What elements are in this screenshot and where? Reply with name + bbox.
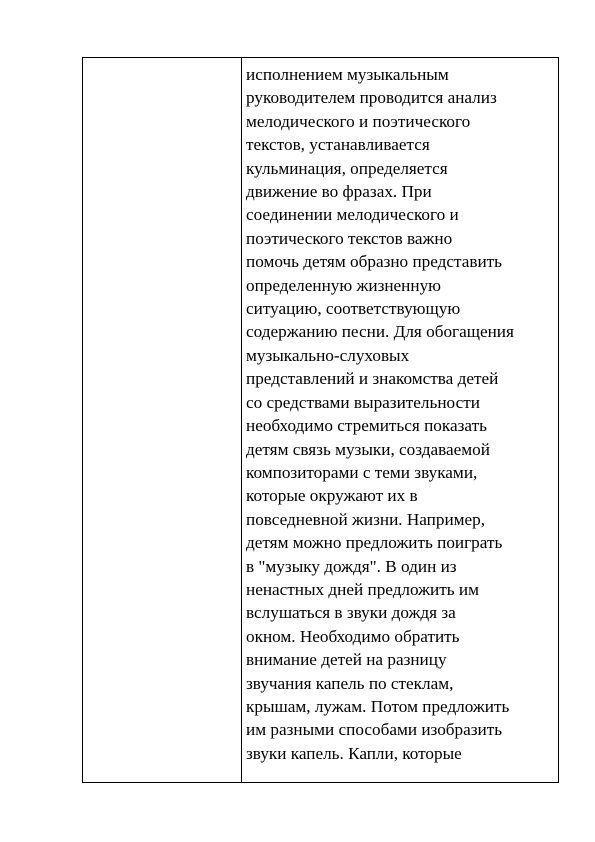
text-line: внимание детей на разницу [246, 650, 447, 670]
text-line: композиторами с теми звуками, [246, 462, 478, 482]
text-line: звучания капель по стеклам, [246, 673, 454, 693]
table-row [83, 58, 559, 783]
text-line: соединении мелодического и [246, 205, 459, 225]
text-line: мелодического и поэтического [246, 111, 471, 131]
text-line: им разными способами изобразить [246, 720, 503, 740]
text-line: содержанию песни. Для обогащения [246, 322, 514, 342]
text-line: звуки капель. Капли, которые [246, 743, 462, 763]
table-cell-left [83, 58, 242, 783]
text-line: музыкально-слуховых [246, 345, 410, 365]
text-line: текстов, устанавливается [246, 135, 430, 155]
text-line: исполнением музыкальным [246, 65, 449, 84]
text-line: ситуацию, соответствующую [246, 299, 461, 319]
text-line: представлений и знакомства детей [246, 369, 499, 389]
text-line: окном. Необходимо обратить [246, 626, 460, 646]
text-line: руководителем проводится анализ [246, 88, 497, 108]
text-line: со средствами выразительности [246, 392, 480, 412]
text-line: кульминация, определяется [246, 158, 448, 178]
text-line: вслушаться в звуки дождя за [246, 603, 456, 623]
text-line: детям связь музыки, создаваемой [246, 439, 490, 459]
content-table [82, 57, 559, 783]
text-line: движение во фразах. При [246, 182, 432, 202]
text-line: в "музыку дождя". В один из [246, 556, 457, 576]
text-line: помочь детям образно представить [246, 252, 503, 272]
text-line: которые окружают их в [246, 486, 418, 506]
right-cell-text [242, 58, 558, 765]
left-cell-text [83, 58, 241, 63]
text-line: ненастных дней предложить им [246, 579, 479, 599]
text-line: детям можно предложить поиграть [246, 533, 503, 553]
table-cell-right [242, 58, 559, 783]
text-line: определенную жизненную [246, 275, 442, 295]
text-line: поэтического текстов важно [246, 228, 453, 248]
text-line: повседневной жизни. Например, [246, 509, 486, 529]
text-line: необходимо стремиться показать [246, 416, 487, 436]
text-line: крышам, лужам. Потом предложить [246, 696, 510, 716]
